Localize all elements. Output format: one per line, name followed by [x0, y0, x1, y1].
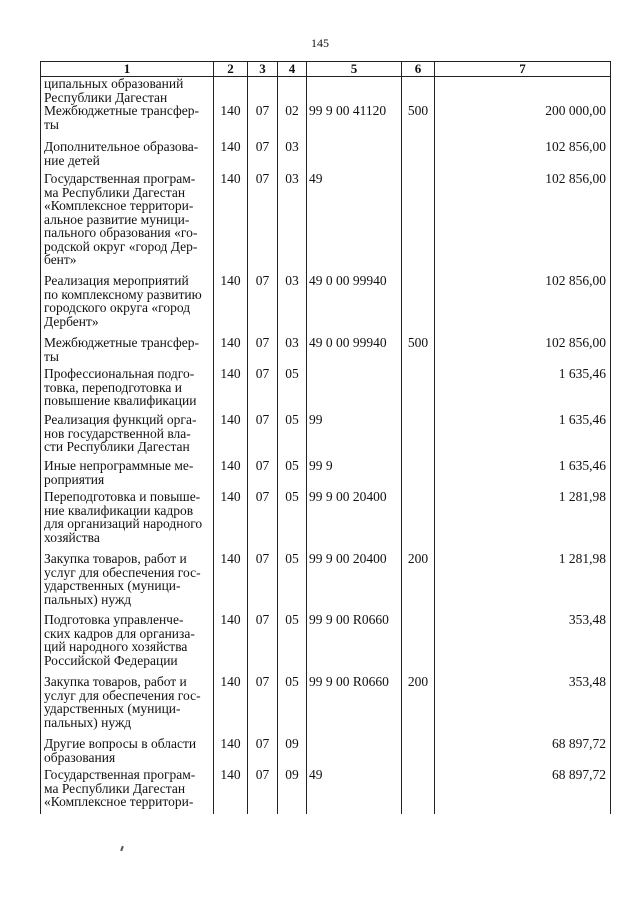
row-col-4: 09 [278, 737, 307, 768]
row-col-3: 07 [248, 552, 278, 613]
row-name [41, 490, 214, 552]
row-amount: 102 856,00 [435, 274, 611, 336]
table-row [41, 77, 611, 105]
row-col-4: 05 [278, 552, 307, 613]
row-col-5: 49 0 00 99940 [307, 336, 402, 367]
table-row [41, 274, 611, 336]
table-row [41, 140, 611, 172]
row-col-4: 05 [278, 367, 307, 413]
row-col-2: 140 [214, 140, 248, 172]
row-col-5: 99 9 00 20400 [307, 490, 402, 552]
row-col-3: 07 [248, 675, 278, 737]
header-col-1: 1 [41, 62, 214, 77]
row-name-text: Переподготовка и повыше- ние квалификации кадров для организаций народного хозяйства [44, 489, 203, 545]
row-col-6 [402, 367, 435, 413]
row-name [41, 675, 214, 737]
row-name-text: Профессиональная подго- товка, переподготовка и повышение квалификации [44, 366, 197, 408]
table-row [41, 104, 611, 140]
row-amount: 353,48 [435, 675, 611, 737]
row-col-3: 07 [248, 274, 278, 336]
row-amount: 1 281,98 [435, 552, 611, 613]
header-col-5: 5 [307, 62, 402, 77]
row-name [41, 768, 214, 814]
scan-mark [120, 846, 124, 851]
header-col-3: 3 [248, 62, 278, 77]
row-col-5: 49 0 00 99940 [307, 274, 402, 336]
header-row [41, 62, 611, 77]
row-col-2: 140 [214, 768, 248, 814]
row-name [41, 336, 214, 367]
row-name-text: Иные непрограммные ме- роприятия [44, 458, 194, 487]
row-name [41, 274, 214, 336]
row-col-5: 99 9 00 41120 [307, 104, 402, 140]
row-col-2: 140 [214, 274, 248, 336]
row-name-text: Дополнительное образова- ние детей [44, 139, 199, 168]
row-col-3: 07 [248, 140, 278, 172]
row-name [41, 77, 214, 105]
row-col-6 [402, 77, 435, 105]
row-col-5: 49 [307, 172, 402, 274]
row-name-text: ципальных образований Республики Дагестан [44, 76, 184, 105]
header-col-2: 2 [214, 62, 248, 77]
row-col-2: 140 [214, 675, 248, 737]
table-row [41, 737, 611, 768]
table-row [41, 552, 611, 613]
row-amount: 102 856,00 [435, 172, 611, 274]
row-col-6: 500 [402, 104, 435, 140]
row-col-6 [402, 490, 435, 552]
row-name-text: Подготовка управленче- ских кадров для организа- ций народного хозяйства Российской Федерации [44, 612, 195, 668]
row-name-text: Другие вопросы в области образования [44, 736, 197, 765]
row-amount: 1 635,46 [435, 459, 611, 490]
row-name [41, 413, 214, 459]
table-row [41, 459, 611, 490]
row-col-2: 140 [214, 490, 248, 552]
row-col-6 [402, 737, 435, 768]
table-row [41, 768, 611, 814]
row-col-5: 99 9 [307, 459, 402, 490]
row-name-text: Реализация функций орга- нов государственной вла- сти Республики Дагестан [44, 412, 197, 454]
row-col-6: 200 [402, 675, 435, 737]
row-col-4: 03 [278, 336, 307, 367]
header-col-6: 6 [402, 62, 435, 77]
row-col-3: 07 [248, 104, 278, 140]
table-row [41, 675, 611, 737]
row-name-text: Межбюджетные трансфер- ты [44, 103, 199, 132]
row-name [41, 172, 214, 274]
row-col-2: 140 [214, 336, 248, 367]
row-name-text: Закупка товаров, работ и услуг для обеспечения гос- ударственных (муници- пальных) нужд [44, 674, 201, 730]
row-col-2: 140 [214, 413, 248, 459]
row-amount: 200 000,00 [435, 104, 611, 140]
row-amount: 102 856,00 [435, 140, 611, 172]
row-col-3: 07 [248, 413, 278, 459]
row-col-2: 140 [214, 737, 248, 768]
row-col-5 [307, 737, 402, 768]
row-amount: 1 635,46 [435, 367, 611, 413]
row-amount: 1 635,46 [435, 413, 611, 459]
table-row [41, 367, 611, 413]
row-name [41, 459, 214, 490]
row-col-5: 99 9 00 20400 [307, 552, 402, 613]
row-col-6 [402, 613, 435, 675]
row-col-3: 07 [248, 490, 278, 552]
row-name-text: Закупка товаров, работ и услуг для обеспечения гос- ударственных (муници- пальных) нужд [44, 551, 201, 607]
row-col-2 [214, 77, 248, 105]
header-col-7: 7 [435, 62, 611, 77]
row-col-6 [402, 413, 435, 459]
row-col-6 [402, 274, 435, 336]
row-col-3: 07 [248, 737, 278, 768]
table-body [41, 77, 611, 815]
row-name-text: Реализация мероприятий по комплексному развитию городского округа «город Дербент» [44, 273, 202, 329]
row-amount: 68 897,72 [435, 737, 611, 768]
row-col-4: 05 [278, 459, 307, 490]
row-col-4 [278, 77, 307, 105]
row-name [41, 552, 214, 613]
row-name [41, 737, 214, 768]
table-row [41, 413, 611, 459]
row-amount: 68 897,72 [435, 768, 611, 814]
row-col-4: 05 [278, 490, 307, 552]
row-col-2: 140 [214, 367, 248, 413]
page-number: 145 [311, 36, 329, 50]
row-col-6: 200 [402, 552, 435, 613]
table-row [41, 336, 611, 367]
row-col-6 [402, 140, 435, 172]
row-col-4: 03 [278, 140, 307, 172]
budget-table [40, 61, 611, 814]
row-col-3: 07 [248, 768, 278, 814]
row-col-4: 03 [278, 172, 307, 274]
row-name-text: Государственная програм- ма Республики Дагестан «Комплексное территори- альное развитие муници- пального образования «го- родской округ «город Дер- бент» [44, 171, 198, 267]
row-col-3: 07 [248, 336, 278, 367]
table-row [41, 172, 611, 274]
row-col-2: 140 [214, 552, 248, 613]
row-name-text: Межбюджетные трансфер- ты [44, 335, 199, 364]
row-name [41, 367, 214, 413]
row-col-5 [307, 367, 402, 413]
row-col-5 [307, 140, 402, 172]
row-col-6: 500 [402, 336, 435, 367]
row-col-4: 05 [278, 675, 307, 737]
row-col-4: 05 [278, 413, 307, 459]
row-amount: 353,48 [435, 613, 611, 675]
row-col-5: 99 [307, 413, 402, 459]
row-col-4: 02 [278, 104, 307, 140]
row-name [41, 104, 214, 140]
row-col-3: 07 [248, 613, 278, 675]
row-col-6 [402, 459, 435, 490]
row-amount [435, 77, 611, 105]
table-row [41, 613, 611, 675]
row-col-5: 99 9 00 R0660 [307, 613, 402, 675]
row-col-3: 07 [248, 172, 278, 274]
row-col-6 [402, 172, 435, 274]
row-amount: 102 856,00 [435, 336, 611, 367]
row-col-4: 03 [278, 274, 307, 336]
row-col-3: 07 [248, 367, 278, 413]
row-col-6 [402, 768, 435, 814]
table-row [41, 490, 611, 552]
row-col-5: 99 9 00 R0660 [307, 675, 402, 737]
row-col-5 [307, 77, 402, 105]
row-col-3: 07 [248, 459, 278, 490]
row-name-text: Государственная програм- ма Республики Дагестан «Комплексное территори- [44, 767, 196, 809]
row-col-4: 09 [278, 768, 307, 814]
row-col-2: 140 [214, 613, 248, 675]
row-col-5: 49 [307, 768, 402, 814]
row-col-2: 140 [214, 459, 248, 490]
row-col-4: 05 [278, 613, 307, 675]
row-col-3 [248, 77, 278, 105]
row-col-2: 140 [214, 172, 248, 274]
header-col-4: 4 [278, 62, 307, 77]
row-name [41, 140, 214, 172]
row-amount: 1 281,98 [435, 490, 611, 552]
row-col-2: 140 [214, 104, 248, 140]
row-name [41, 613, 214, 675]
